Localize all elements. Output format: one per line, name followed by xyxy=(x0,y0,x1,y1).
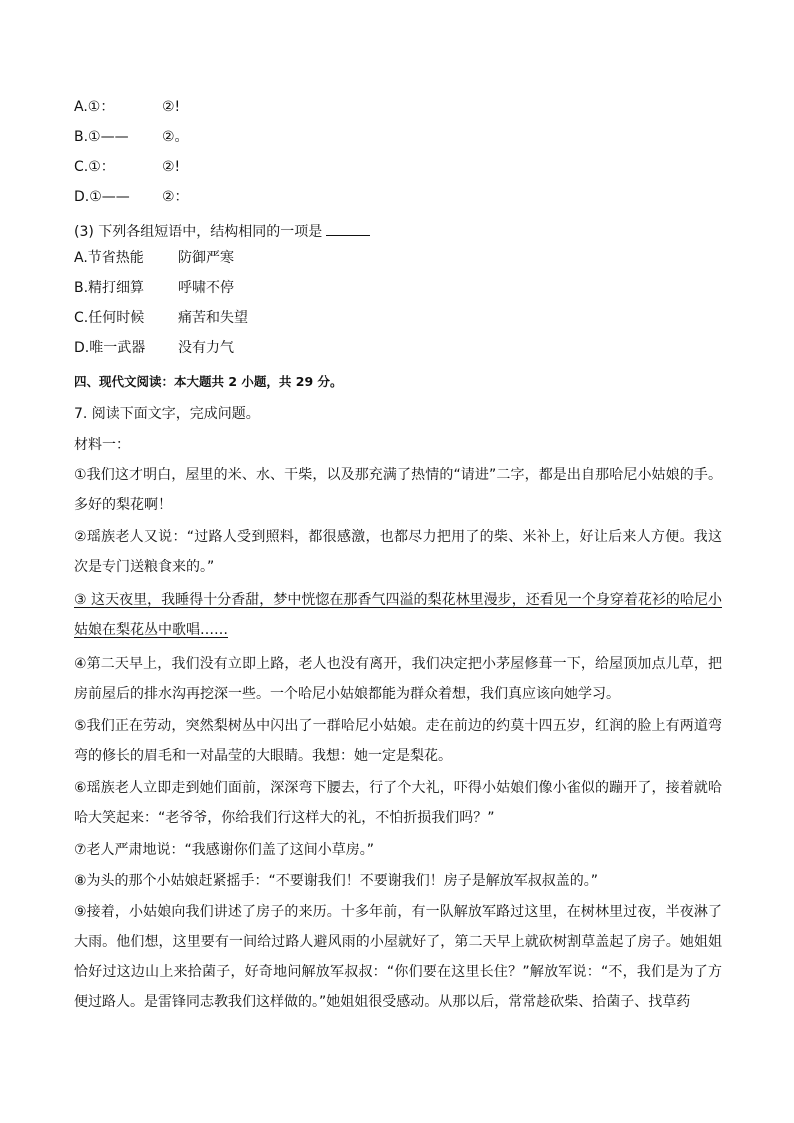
option-label: D.①—— xyxy=(74,189,130,205)
option-label: B.①—— xyxy=(74,129,129,145)
phrase-left: B.精打细算 xyxy=(74,280,145,296)
paragraph-6: ⑥瑶族老人立即走到她们面前，深深弯下腰去，行了个大礼，吓得小姑娘们像小雀似的蹦开了，接着就哈哈大笑起来：“老爷爷，你给我们行这样大的礼，不怕折损我们吗？” xyxy=(74,780,722,826)
option-value: ②。 xyxy=(162,129,189,145)
option-b-row xyxy=(74,127,189,147)
option-value: ②! xyxy=(162,159,181,175)
phrase-left: D.唯一武器 xyxy=(74,340,146,356)
option-value: ②： xyxy=(162,189,189,205)
paragraph-8: ⑧为头的那个小姑娘赶紧摇手：“不要谢我们！不要谢我们！房子是解放军叔叔盖的。” xyxy=(74,873,599,889)
option-c-row xyxy=(74,157,180,177)
option-value: ②! xyxy=(162,99,181,115)
paragraph-2: ②瑶族老人又说：“过路人受到照料，都很感激，也都尽力把用了的柴、米补上，好让后来人方便。我这次是专门送粮食来的。” xyxy=(74,529,722,575)
material-1-label: 材料一： xyxy=(74,437,130,453)
paragraph-9: ⑨接着，小姑娘向我们讲述了房子的来历。十多年前，有一队解放军路过这里，在树林里过夜，半夜淋了大雨。他们想，这里要有一间给过路人避风雨的小屋就好了，第二天早上就砍树割草盖起了房子。她姐姐恰好过这边山上来拾菌子，好奇地问解放军叔叔：“你们要在这里长住？”解放军说：“不，我们是为了方便过路人。是雷锋同志教我们这样做的。”她姐姐很受感动。从那以后，常常趁砍柴、拾菌子、找草药 xyxy=(74,904,722,1010)
phrase-left: A.节省热能 xyxy=(74,250,144,266)
option-d-row xyxy=(74,187,189,207)
section-4-title: 四、现代文阅读：本大题共 2 小题，共 29 分。 xyxy=(74,374,343,389)
paragraph-3-underlined: ③ 这天夜里，我睡得十分香甜，梦中恍惚在那香气四溢的梨花林里漫步，还看见一个身穿着花衫的哈尼小姑娘在梨花丛中歌唱…… xyxy=(74,592,722,638)
option-label: C.①： xyxy=(74,159,115,175)
option-a-row xyxy=(74,97,180,117)
question-7-instruction: 7. 阅读下面文字，完成问题。 xyxy=(74,406,260,422)
paragraph-4: ④第二天早上，我们没有立即上路，老人也没有离开，我们决定把小茅屋修葺一下，给屋顶加点儿草，把房前屋后的排水沟再挖深一些。一个哈尼小姑娘都能为群众着想，我们真应该向她学习。 xyxy=(74,656,722,702)
question-3-stem xyxy=(74,222,370,242)
question-3-text: (3) 下列各组短语中，结构相同的一项是 xyxy=(74,224,323,240)
paragraph-5: ⑤我们正在劳动，突然梨树丛中闪出了一群哈尼小姑娘。走在前边的约莫十四五岁，红润的脸上有两道弯弯的修长的眉毛和一对晶莹的大眼睛。我想：她一定是梨花。 xyxy=(74,718,722,764)
phrase-right: 痛苦和失望 xyxy=(178,310,248,326)
phrase-pair-d xyxy=(74,338,234,358)
phrase-right: 呼啸不停 xyxy=(178,280,234,296)
answer-blank xyxy=(326,223,370,236)
phrase-right: 防御严寒 xyxy=(178,250,234,266)
paragraph-1: ①我们这才明白，屋里的米、水、干柴，以及那充满了热情的“请进”二字，都是出自那哈尼小姑娘的手。多好的梨花啊！ xyxy=(74,467,722,513)
option-label: A.①： xyxy=(74,99,115,115)
phrase-pair-a xyxy=(74,248,234,268)
phrase-pair-b xyxy=(74,278,234,298)
phrase-right: 没有力气 xyxy=(178,340,234,356)
phrase-left: C.任何时候 xyxy=(74,310,145,326)
paragraph-7: ⑦老人严肃地说：“我感谢你们盖了这间小草房。” xyxy=(74,842,375,858)
phrase-pair-c xyxy=(74,308,248,328)
